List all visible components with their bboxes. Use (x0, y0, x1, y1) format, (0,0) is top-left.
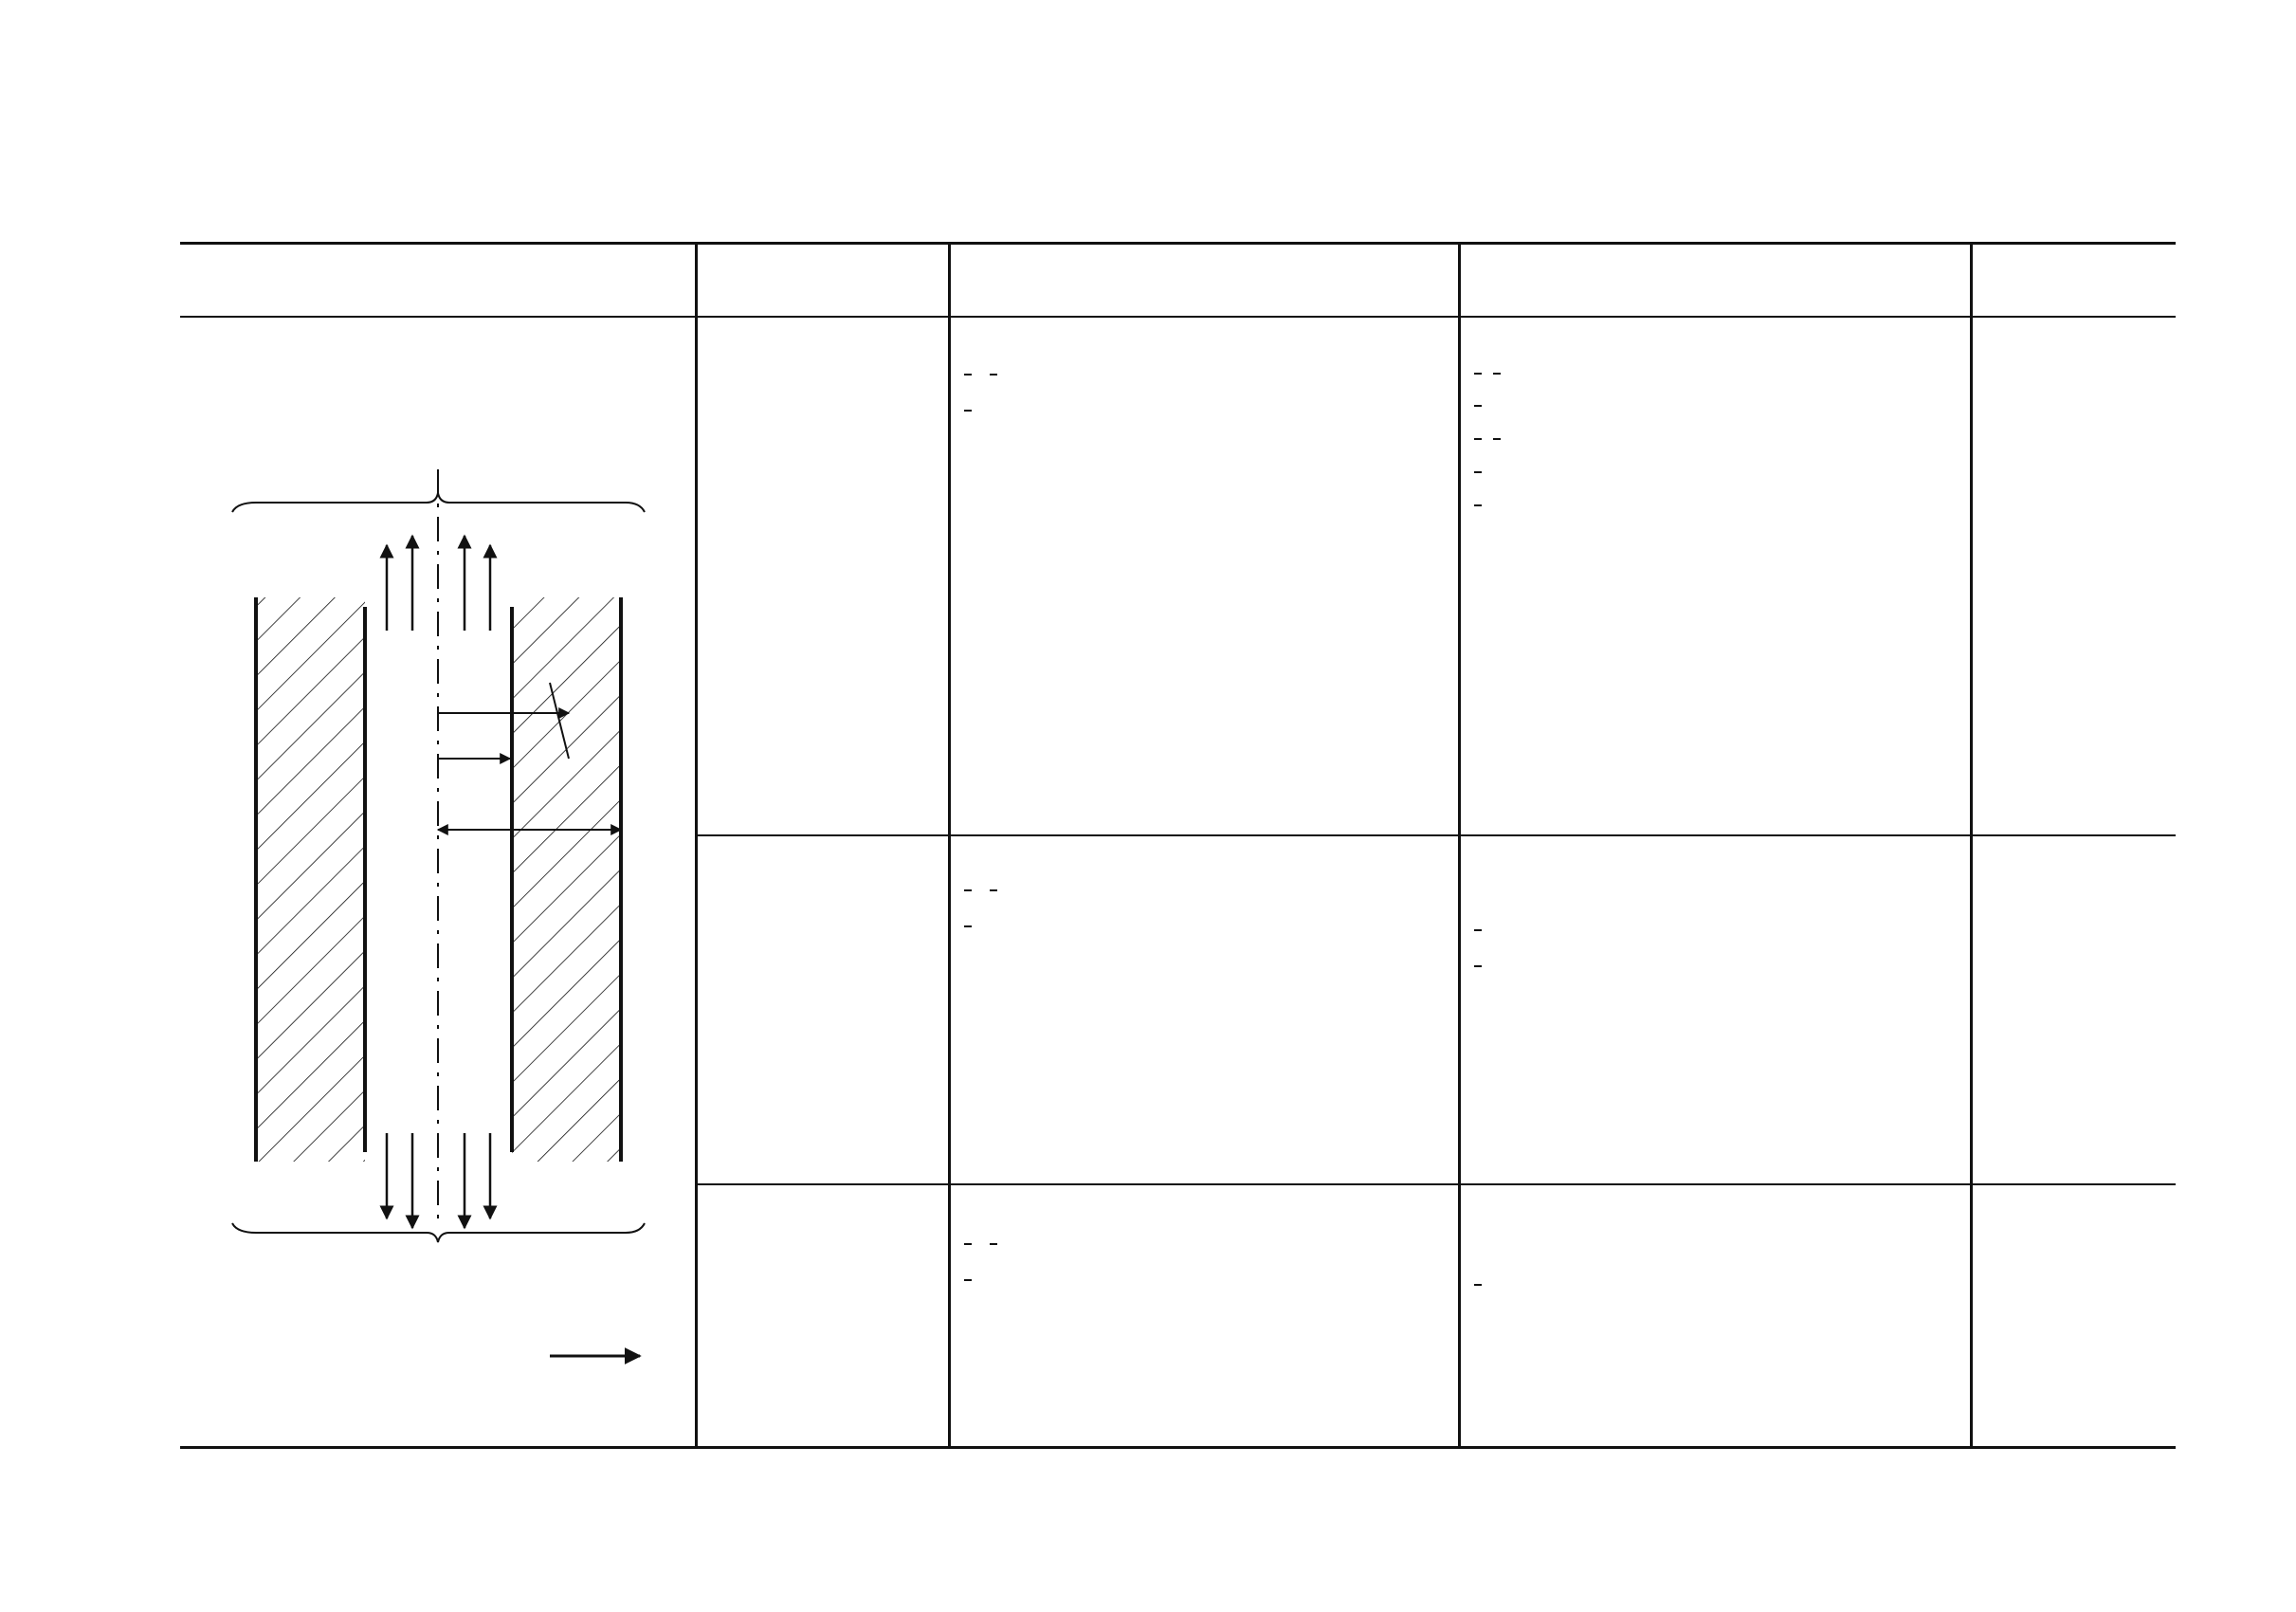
col-divider-4 (1970, 242, 1973, 1448)
displacement-row3 (956, 1228, 1006, 1299)
table-bottom-rule (180, 1446, 2176, 1449)
col-divider-3 (1458, 242, 1461, 1448)
stress-row3 (1466, 1254, 1485, 1304)
top-brace (232, 493, 645, 512)
col-divider-2 (948, 242, 951, 1448)
bottom-brace (232, 1223, 645, 1242)
header-note (1973, 245, 2176, 317)
header-radius (698, 245, 948, 317)
header-displacement (951, 245, 1458, 317)
displacement-row2 (956, 874, 1006, 945)
header-scheme (180, 245, 695, 317)
right-wall-hatch (512, 597, 621, 1162)
stress-row2 (1466, 899, 1491, 985)
pressure-scheme-diagram (152, 431, 683, 1418)
row2-bottom-rule (697, 1183, 2176, 1185)
stress-row1 (1466, 358, 1508, 523)
displacement-row1 (956, 358, 1006, 430)
left-wall-hatch (256, 597, 365, 1162)
row1-bottom-rule (697, 834, 2176, 836)
header-stress (1461, 245, 1970, 317)
col-divider-1 (695, 242, 698, 1448)
